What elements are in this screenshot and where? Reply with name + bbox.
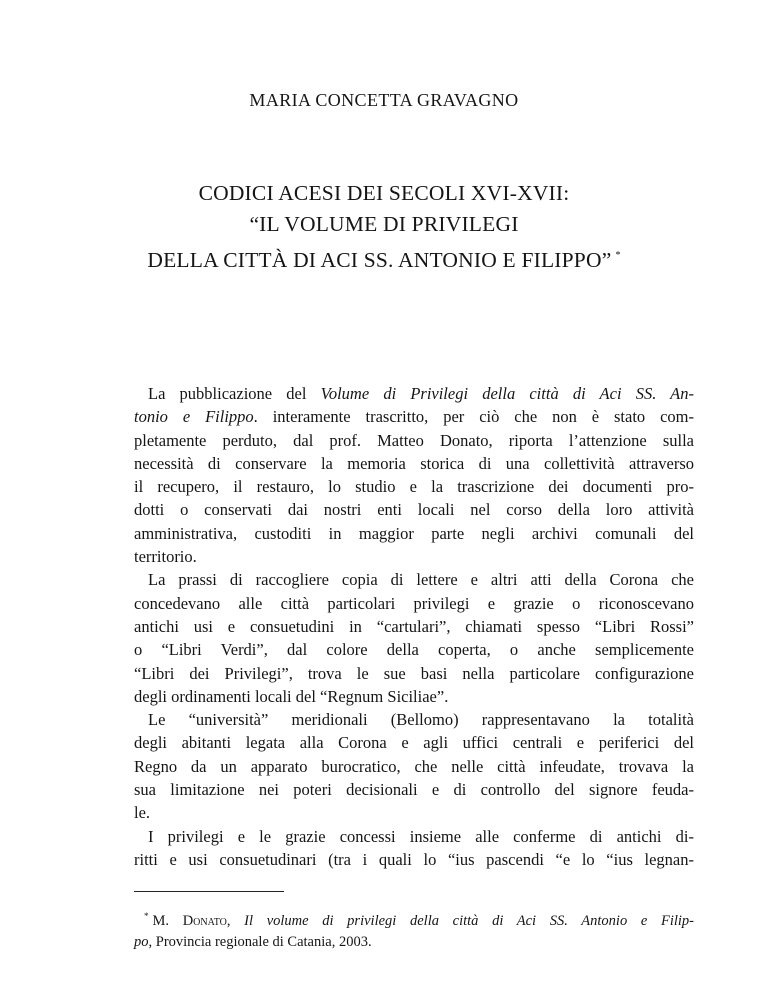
body-line-text: La pubblicazione del (148, 384, 321, 403)
title-line-1: CODICI ACESI DEI SECOLI XVI-XVII: (198, 181, 570, 205)
body-line (134, 778, 694, 801)
body-line (134, 731, 694, 754)
body-line (134, 825, 694, 848)
article-title (0, 178, 768, 276)
body-line-text: “Libri dei Privilegi”, trova le sue basi nella particolare configurazione (134, 663, 694, 683)
body-line (134, 405, 694, 428)
body-line-text: o “Libri Verdi”, dal colore della coperta, o anche semplicemente (134, 640, 694, 660)
footnote-author-surname: Donato (182, 913, 227, 929)
body-line (134, 568, 694, 591)
body-line (134, 545, 694, 568)
body-line (134, 592, 694, 615)
body-line (134, 615, 694, 638)
body-text (134, 382, 694, 871)
body-line (134, 638, 694, 661)
footnote-publisher: , Provincia regionale di Catania, 2003. (148, 934, 372, 950)
body-line-text: Regno da un apparato burocratico, che nelle città infeudate, trovava la (134, 756, 694, 776)
body-line-text: I privilegi e le grazie concessi insieme alle conferme di antichi di- (148, 826, 694, 846)
body-line-text: amministrativa, custoditi in maggior parte negli archivi comunali del (134, 523, 694, 543)
body-line-text: La prassi di raccogliere copia di lettere e altri atti della Corona che (148, 570, 694, 590)
body-line-text: antichi usi e consuetudini in “cartulari”, chiamati spesso “Libri Rossi” (134, 616, 694, 636)
title-footnote-marker: * (615, 250, 621, 261)
body-line-text: dotti o conservati dai nostri enti locali nel corso della loro attività (134, 500, 694, 520)
body-line-text: le. (134, 803, 151, 823)
body-line-text: il recupero, il restauro, lo studio e la trascrizione dei documenti pro- (134, 477, 694, 497)
body-line-text: sua limitazione nei poteri decisionali e di controllo del signore feuda- (134, 780, 694, 800)
body-line (134, 662, 694, 685)
footnote-line-1: * M. Donato, Il volume di privilegi della città di Aci SS. Antonio e Filip- (144, 911, 694, 929)
body-line (134, 429, 694, 452)
body-line-text: degli ordinamenti locali del “Regnum Siciliae”. (134, 686, 449, 706)
body-line (134, 685, 694, 708)
body-line (134, 452, 694, 475)
title-line-3 (0, 240, 768, 276)
body-line (134, 522, 694, 545)
title-line-3-text: DELLA CITTÀ DI ACI SS. ANTONIO E FILIPPO” (147, 248, 612, 272)
body-line-text: pletamente perduto, dal prof. Matteo Donato, riporta l’attenzione sulla (134, 430, 694, 450)
footnote-title-end: po (134, 934, 149, 950)
footnote-line-2 (134, 932, 694, 953)
body-line-italic: Volume di Privilegi della città di Aci SS. An- (320, 384, 694, 403)
footnote-separator (134, 891, 284, 892)
body-line-text: degli abitanti legata alla Corona e agli uffici centrali e periferici del (134, 733, 694, 753)
body-line-text: territorio. (134, 547, 197, 567)
body-line (134, 801, 694, 824)
footnote (134, 906, 694, 953)
body-line-text: ritti e usi consuetudinari (tra i quali lo “ius pascendi “e lo “ius legnan- (134, 849, 694, 869)
author-heading: MARIA CONCETTA GRAVAGNO (249, 90, 519, 110)
footnote-author-initial: M. (152, 913, 183, 929)
body-line (134, 498, 694, 521)
body-line (134, 755, 694, 778)
title-line-2: “IL VOLUME DI PRIVILEGI (249, 212, 519, 236)
body-line (134, 848, 694, 871)
body-line (134, 382, 694, 405)
body-line (134, 475, 694, 498)
footnote-marker: * (144, 911, 149, 921)
body-line-italic: tonio e Filippo (134, 407, 254, 427)
body-line-text-after: . interamente trascritto, per ciò che non è stato com- (253, 407, 694, 427)
body-line-text: concedevano alle città particolari privilegi e grazie o riconoscevano (134, 593, 694, 613)
body-line-text: necessità di conservare la memoria storica di una collettività attraverso (134, 453, 694, 473)
body-line (134, 708, 694, 731)
body-line-text: Le “università” meridionali (Bellomo) rappresentavano la totalità (148, 710, 694, 730)
footnote-title: Il volume di privilegi della città di Aci SS. Antonio e Filip- (244, 913, 694, 929)
